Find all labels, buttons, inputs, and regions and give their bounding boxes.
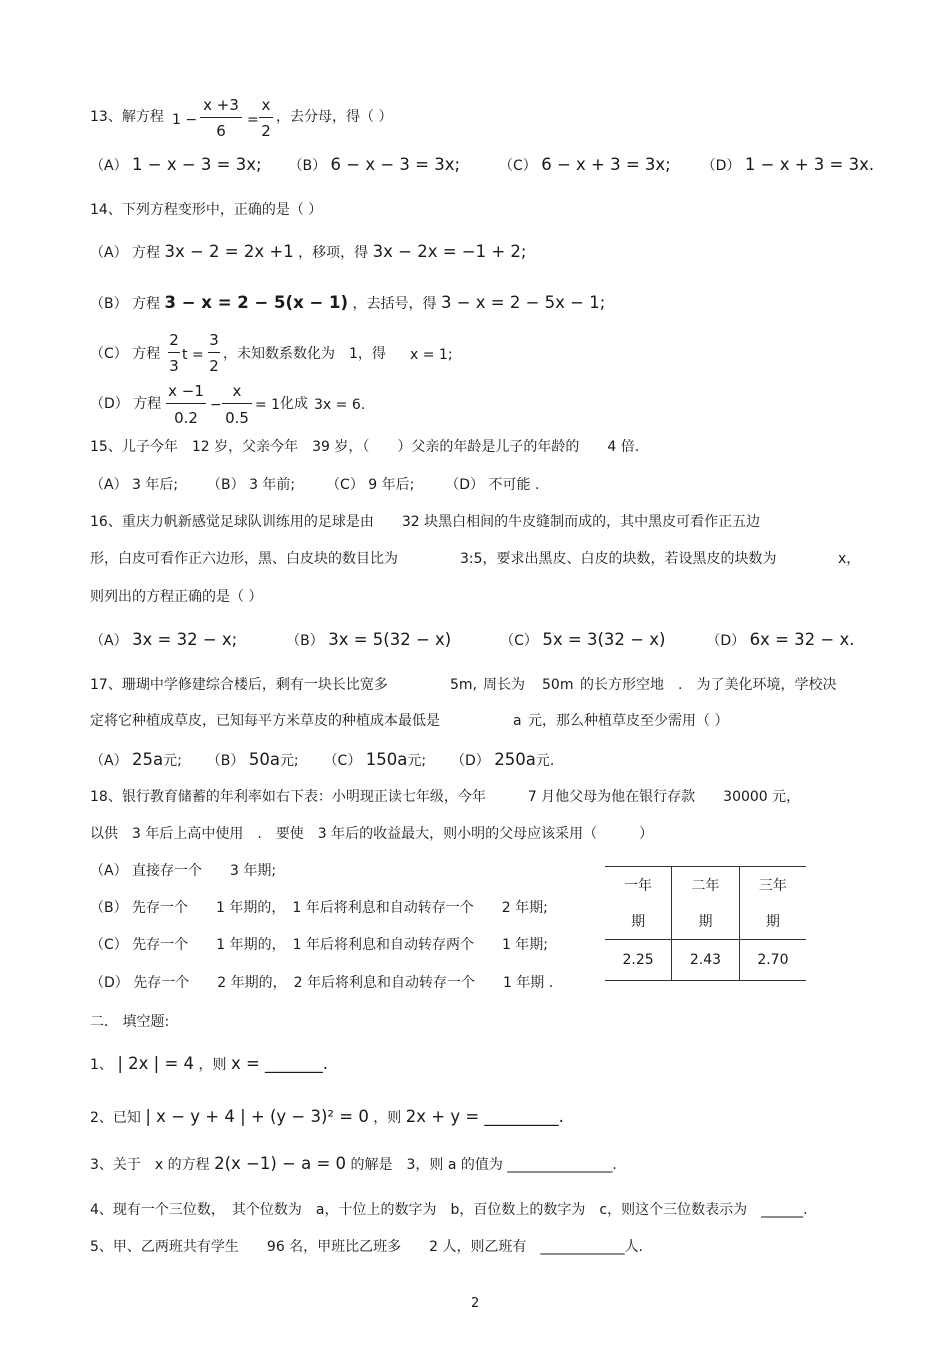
q14-b-math1: 3 − x = 2 − 5(x − 1) bbox=[164, 293, 349, 312]
q18-opt-d: （D） 先存一个 2 年期的， 2 年后将利息和自动转存一个 1 年期 . bbox=[90, 975, 554, 991]
q13-eq: = bbox=[247, 112, 259, 128]
q17-opt-b-label: （B） bbox=[206, 753, 245, 769]
q17-opt-c-label: （C） bbox=[323, 753, 362, 769]
table-cell: 2.43 bbox=[672, 940, 740, 981]
q14-d-eq: = 1 bbox=[255, 397, 281, 413]
table-row bbox=[605, 940, 806, 981]
q13-stem bbox=[90, 107, 164, 127]
q14-b-mid: ，去括号，得 bbox=[352, 296, 437, 312]
q15-stem: 15、儿子今年 12 岁，父亲今年 39 岁，（ ）父亲的年龄是儿子的年龄的 4 倍. bbox=[90, 439, 640, 455]
q14-option-a bbox=[90, 242, 526, 263]
q13-opt-c-label: （C） bbox=[498, 158, 537, 174]
table-header-cell: 期 bbox=[605, 903, 672, 940]
q17-line1-c: 周长为 bbox=[483, 677, 525, 693]
q13-lhs: 1 − bbox=[172, 112, 198, 128]
q16-opt-c-label: （C） bbox=[500, 633, 538, 649]
q17-line1-a: 17、珊瑚中学修建综合楼后，剩有一块长比宽多 bbox=[90, 677, 388, 693]
fill-q1-mid: ，则 bbox=[198, 1057, 227, 1073]
table-header-row bbox=[605, 903, 806, 940]
q17-opt-d-unit: 元. bbox=[535, 753, 555, 769]
q18-line2: 以供 3 年后上高中使用 . 要使 3 年后的收益最大，则小明的父母应该采用（ ） bbox=[90, 826, 654, 842]
q14-a-math2: 3x − 2x = −1 + 2; bbox=[372, 242, 527, 261]
q17-opt-a-unit: 元; bbox=[163, 753, 182, 769]
q16-opt-b-label: （B） bbox=[286, 633, 324, 649]
q16-opt-a: 3x = 32 − x; bbox=[132, 630, 238, 649]
q13-suffix: ，去分母，得（ ） bbox=[276, 109, 393, 125]
q16-line1: 16、重庆力帆新感觉足球队训练用的足球是由 32 块黑白相间的牛皮缝制而成的，其中黑皮可看作正五边 bbox=[90, 514, 761, 530]
q13-frac1-den: 6 bbox=[216, 122, 226, 140]
q14-c-bar2 bbox=[208, 352, 220, 353]
q17-line2-c: 元，那么种植草皮至少需用（ ） bbox=[528, 713, 729, 729]
q14-d-bar1 bbox=[166, 403, 206, 404]
interest-rate-table bbox=[605, 866, 806, 981]
fill-q3-tail: 的解是 3，则 a 的值为 _______________. bbox=[350, 1157, 617, 1173]
q13-frac2-den: 2 bbox=[261, 122, 271, 140]
fill-q2-math: | x − y + 4 | + (y − 3)² = 0 bbox=[145, 1107, 369, 1126]
fill-q2 bbox=[90, 1107, 564, 1128]
q16-opt-d-label: （D） bbox=[706, 633, 746, 649]
q17-opt-d: 250a bbox=[494, 750, 536, 769]
q18-opt-a: （A） 直接存一个 3 年期; bbox=[90, 863, 277, 879]
q16-opt-d: 6x = 32 − x. bbox=[749, 630, 855, 649]
q14-c-math: x = 1; bbox=[410, 347, 453, 363]
q14-d-num1: x −1 bbox=[168, 382, 204, 400]
q15-options bbox=[90, 475, 539, 495]
q17-line2-b: a bbox=[513, 713, 522, 729]
q15-opt-d: （D） 不可能 . bbox=[445, 477, 540, 493]
q14-d-num2: x bbox=[232, 382, 242, 400]
q14-c-t: t = bbox=[182, 347, 204, 363]
q13-frac1-num: x +3 bbox=[203, 96, 239, 114]
table-header-cell: 一年 bbox=[605, 867, 672, 904]
q14-c-den2: 2 bbox=[209, 357, 219, 375]
q14-d-den2: 0.5 bbox=[225, 409, 249, 427]
q17-opt-d-label: （D） bbox=[451, 753, 490, 769]
q16-opt-b: 3x = 5(32 − x) bbox=[328, 630, 452, 649]
q18-opt-c: （C） 先存一个 1 年期的， 1 年后将利息和自动转存两个 1 年期; bbox=[90, 937, 549, 953]
q15-opt-a: （A） 3 年后; bbox=[90, 477, 179, 493]
q16-opt-a-label: （A） bbox=[90, 633, 128, 649]
q16-line3: 则列出的方程正确的是（ ） bbox=[90, 589, 263, 605]
fill-section-title: 二． 填空题: bbox=[90, 1014, 170, 1030]
q14-b-label: （B） 方程 bbox=[90, 296, 161, 312]
table-header-cell: 期 bbox=[672, 903, 740, 940]
q16-line2-a: 形，白皮可看作正六边形，黑、白皮块的数目比为 bbox=[90, 551, 398, 567]
q14-option-b bbox=[90, 293, 605, 314]
q14-d-bar2 bbox=[222, 403, 252, 404]
q14-d-label: （D） 方程 bbox=[90, 396, 162, 412]
q13-frac1-bar bbox=[200, 117, 242, 118]
q16-line2-c: x， bbox=[838, 551, 861, 567]
q13-prefix: 13、解方程 bbox=[90, 109, 164, 125]
fill-q3-math: 2(x −1) − a = 0 bbox=[214, 1154, 347, 1173]
q17-opt-c-unit: 元; bbox=[407, 753, 427, 769]
q14-stem: 14、下列方程变形中，正确的是（ ） bbox=[90, 202, 323, 218]
q14-a-label: （A） 方程 bbox=[90, 245, 161, 261]
fill-q2-mid: ，则 bbox=[373, 1110, 402, 1126]
q13-opt-b: 6 − x − 3 = 3x; bbox=[330, 155, 461, 174]
table-cell: 2.70 bbox=[739, 940, 806, 981]
q14-c-label: （C） 方程 bbox=[90, 346, 161, 362]
q17-options bbox=[90, 750, 554, 771]
q14-d-math: 3x = 6. bbox=[314, 397, 366, 413]
q16-opt-c: 5x = 3(32 − x) bbox=[542, 630, 666, 649]
q16-options bbox=[90, 630, 854, 651]
q13-frac2-bar bbox=[259, 117, 273, 118]
fill-q2-blank: 2x + y = _________. bbox=[405, 1107, 564, 1126]
fill-q1-blank: x = _______. bbox=[230, 1054, 329, 1073]
q14-a-mid: ，移项，得 bbox=[298, 245, 369, 261]
fill-q1 bbox=[90, 1054, 328, 1075]
fill-q3-label: 3、关于 x 的方程 bbox=[90, 1157, 210, 1173]
q13-opt-a-label: （A） bbox=[90, 158, 128, 174]
q13-options bbox=[90, 155, 874, 176]
q16-line2-b: 3:5，要求出黑皮、白皮的块数，若设黑皮的块数为 bbox=[460, 551, 777, 567]
q14-c-num: 2 bbox=[169, 331, 179, 349]
fill-q3 bbox=[90, 1154, 617, 1175]
table-cell: 2.25 bbox=[605, 940, 672, 981]
q17-line2-a: 定将它种植成草皮，已知每平方米草皮的种植成本最低是 bbox=[90, 713, 440, 729]
q15-opt-c: （C） 9 年后; bbox=[326, 477, 415, 493]
q14-c-bar bbox=[168, 352, 180, 353]
q14-d-minus: − bbox=[210, 397, 222, 413]
fill-q5: 5、甲、乙两班共有学生 96 名，甲班比乙班多 2 人，则乙班有 ____________人. bbox=[90, 1239, 643, 1255]
q17-line1-e: 的长方形空地 . 为了美化环境，学校决 bbox=[580, 677, 837, 693]
table-header-cell: 期 bbox=[765, 914, 780, 930]
q13-opt-a: 1 − x − 3 = 3x; bbox=[132, 155, 262, 174]
table-header-cell: 三年 bbox=[739, 867, 806, 904]
q17-line1-b: 5m, bbox=[450, 677, 477, 693]
q17-line1-d: 50m bbox=[542, 677, 574, 693]
q17-opt-c: 150a bbox=[365, 750, 408, 769]
q14-b-math2: 3 − x = 2 − 5x − 1; bbox=[440, 293, 606, 312]
q13-frac2-num: x bbox=[261, 96, 271, 114]
fill-q1-math: | 2x | = 4 bbox=[117, 1054, 195, 1073]
q14-a-math1: 3x − 2 = 2x +1 bbox=[164, 242, 294, 261]
fill-q1-label: 1、 bbox=[90, 1057, 113, 1073]
q17-opt-a-label: （A） bbox=[90, 753, 128, 769]
q17-opt-b-unit: 元; bbox=[279, 753, 299, 769]
q18-line1: 18、银行教育储蓄的年利率如右下表：小明现正读七年级，今年 7 月他父母为他在银行存款 30000 元， bbox=[90, 789, 801, 805]
q14-c-mid: ，未知数系数化为 1，得 bbox=[223, 346, 386, 362]
q17-opt-b: 50a bbox=[248, 750, 280, 769]
table-header-cell: 二年 bbox=[672, 867, 740, 904]
q14-d-den1: 0.2 bbox=[174, 409, 198, 427]
q14-c-num2: 3 bbox=[209, 331, 219, 349]
page-number: 2 bbox=[471, 1296, 480, 1311]
fill-q2-label: 2、已知 bbox=[90, 1110, 141, 1126]
q13-opt-d-label: （D） bbox=[701, 158, 741, 174]
q13-opt-d: 1 − x + 3 = 3x. bbox=[744, 155, 875, 174]
table-header-row bbox=[605, 867, 806, 904]
q14-d-mid: 化成 bbox=[280, 396, 308, 412]
q18-opt-b: （B） 先存一个 1 年期的， 1 年后将利息和自动转存一个 2 年期; bbox=[90, 900, 548, 916]
q17-opt-a: 25a bbox=[132, 750, 164, 769]
q14-c-den: 3 bbox=[169, 357, 179, 375]
q13-opt-c: 6 − x + 3 = 3x; bbox=[541, 155, 671, 174]
fill-q4: 4、现有一个三位数， 其个位数为 a，十位上的数字为 b，百位数上的数字为 c，则这个三位数表示为 ______. bbox=[90, 1202, 808, 1218]
q15-opt-b: （B） 3 年前; bbox=[207, 477, 296, 493]
q13-opt-b-label: （B） bbox=[288, 158, 327, 174]
